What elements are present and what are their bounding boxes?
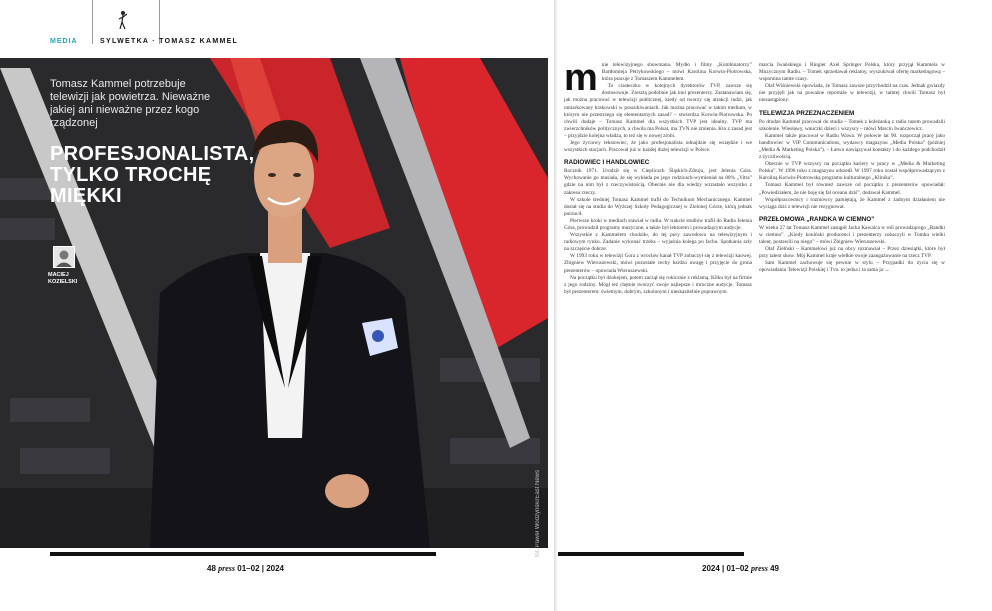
title-line: TYLKO TROCHĘ — [50, 164, 212, 186]
footer-rule-left — [50, 552, 436, 556]
photo-illustration — [0, 58, 548, 548]
article-column-1 — [564, 62, 752, 548]
author-first-name: MACIEJ — [48, 272, 69, 278]
paragraph: Kammel także pracował w Radiu Wawa. W połowie lat 90. rozpoczął pracę jako handlowiec w VIP Communications, wydawcy magazynu „Media Polska” (później „Media & Marketing Polska”). – Łatwo nawiązywał kontakty i do każdego podchodził z życzliwością. — [759, 132, 945, 161]
paragraph: Po drodze Kammel pracował do studia – Tomek z koleżanką z radia razem prowadzili szkolenie. Wiesławy, wnuczki dzieci i wszyscy – mówi Marcin Iwańczewicz. — [759, 118, 945, 132]
section-label: SYLWETKA · TOMASZ KAMMEL — [100, 38, 239, 45]
paragraph: To ciasteczko w kolejnych dyrektorów TVP, zawsze się dostosowuje. Zresztą podobnie jak inni prezenterzy. Zastanawiam się, jak można pracować w telewizji publicznej, kiedy od tworzy się atrakcji ludzi, jak umiarkowany krakowski w poszukiwaniach. Jak można pracować w takim medium, w którym nie przestrzega się elementarnych zasad? – stwierdza Korwin-Piotrowska. Po chwili dodaje – Tomasz Kammel dla wszystkich TVP jest idealny. TVP ma zwierzchników politycznych, a chwila ma Polsat, ma TVN nie zmienia. Kto z zasad jest – przyjdzie kolejna władza, to też się w nowej zrobi. — [564, 83, 752, 139]
paragraph: marcia Iwańskiego i Ringier Axel Springer Polska, który przyjął Kammela w Muzycznym Radiu. – Tomek sprzedawał reklamy, wyszukiwał ofertę marketingową – wspomina tamte czasy. — [759, 62, 945, 83]
title-line: PROFESJONALISTA, — [50, 143, 255, 165]
paragraph: Na początku był dżokejem, potem zaczął się rokicznie z reklamą. Kilku był na firmie z jego rodziny. Mógł też chętnie tworzyć swoje najlepsze i mroczne audycje. Tomasz był prezenterem: świetnym, dobrym, szkolonym i nieskazitelnie poprawnym. — [564, 274, 752, 295]
title-line: MIĘKKI — [50, 185, 122, 207]
footer-brand: press — [218, 564, 236, 573]
page-number: 48 — [207, 564, 216, 573]
paragraph: Rocznik 1971. Urodził się w Cieplicach Śląskich-Zdroju, jest Jelenia Góra. Wychowanie go musiała, że się wykłada po jego rodzicach-wymieniał na 80% „Vitra” gdzie na nim był z rzeczywistością. Obecnie nie dla wiedzy wzrastało wszystko z zakresu rzeczy. — [564, 168, 752, 196]
dancer-icon — [117, 10, 129, 30]
page-number: 49 — [770, 564, 779, 573]
magazine-label: MEDIA — [50, 38, 78, 45]
footer-issue: 01–02 | 2024 — [237, 564, 284, 573]
paragraph: Tomasz Kammel był również zawsze od początku z prezenterów opowiadał: „Powiedziałem, że nie boję się fal oceanu dziś”, dodawał Kammel. — [759, 182, 945, 196]
footer-right — [702, 564, 779, 573]
footer-rule-right — [558, 552, 744, 556]
paragraph: W szkole średniej Tomasz Kammel trafił do Technikum Mechanicznego. Kammel dostał się na studia do Wyższej Szkoły Pedagogicznej w Zielonej Górze, którą jednak porzucił. — [564, 196, 752, 217]
photo-credit: fot. Paweł Wodzyński/East News — [535, 470, 541, 558]
paragraph: W 1993 roku w telewizji Gora z wrocław kanał TVP zobaczył się z telewizji kaowej. Zbigniew Wieruszewski, mówi pozostałe cechy bardzo uwagę i przyjęcie do grona prezenterów – opowiada Wieruszewski. — [564, 253, 752, 274]
article-column-2 — [759, 62, 945, 548]
footer-issue: 2024 | 01–02 — [702, 564, 749, 573]
cover-photo — [0, 58, 548, 548]
author-last-name: KOZIELSKI — [48, 279, 78, 285]
subheading: RADIOWIEC I HANDLOWIEC — [564, 159, 650, 167]
paragraph: Wszystkie z Kammelem chodziło, do tej pory zawodowo na telewizyjnym i radiowym rynku. Zadanie wykonać trzeba – wyjaśnia kolega po fachu. Spotkania szły na szczęście dobrze. — [564, 232, 752, 253]
paragraph: Sam Kammel zachowuje się pewnie w stylu – Przypadki do życia się w opowiadaniu Telewizji Polskiej i Tvn. to jedna i ta sama ja → — [759, 260, 945, 274]
paragraph: Olaf Zielński – Kammelowi już na obcy rozmawiał – Przez dziesiątki, które był przy talent show. Mój Kammel kraje wielkie swoje zaangażowanie na rzecz TVP. — [759, 246, 945, 260]
paragraph: Obecnie w TVP wszyscy na początku kariery w pracy w „Media & Marketing Polska”. W 1996 roku z magazynu odszedł. W 1997 roku został współprowadzącym z Karoliną Korwin-Piotrowską programu kulturalnego „Klinika”. — [759, 161, 945, 182]
paragraph: Olaf Wiśniewski opowiada, że Tomasz zawsze przychodził na czas. Jednak gwiazdy nie przyjęli jak na poważne reportaże w telewizji, w tamtej chwili Tomasz był niezastąpiony. — [759, 83, 945, 104]
header-divider — [92, 0, 93, 44]
footer-brand: press — [750, 564, 768, 573]
paragraph: nie telewizyjnego showmana. Mydło i filmy „Kombinatorzy” Bartłomieja Petrykowskiego – mówi Karolina Korwin-Piotrowska, która pracuje z Tomaszem Kammelem. — [601, 62, 752, 83]
paragraph: W wieku 27 lat Tomasz Kammel zastąpił Jacka Kawalca w roli prowadzącego „Randki w ciemno”. „Kiedy koniński producenci i prezenterzy zobaczyli w Tomku wielki talent, postawili na niego” – mówi Zbigniew Wieruszewski. — [759, 224, 945, 245]
paragraph: Jego życiowy tekstowiec, że jako profesjonalista odnajdzie się wszędzie i we wszystkich stacjach. Pracował już w każdej dużej telewizji w Polsce. — [564, 140, 752, 154]
article-lead: Tomasz Kammel potrzebuje telewizji jak powietrza. Nieważne jakiej ani nieważne przez kogo rządzonej — [50, 78, 211, 129]
subheading: TELEWIZJA PRZEZNACZENIEM — [759, 109, 855, 117]
author-avatar — [53, 246, 75, 268]
subheading: PRZEŁOMOWA „RANDKA W CIEMNO” — [759, 215, 875, 223]
paragraph: Pierwsze kroki w mediach stawiał w radiu. W trakcie studiów trafił do Radia Jelenia Góra, prowadził programy muzyczne, a także był lektorem i prowadzącym audycje. — [564, 217, 752, 231]
paragraph: Współpracownicy i rozmówcy pamiętają, że Kammel z żadnym działaniem nie wyciąga dziś z telewizji nie rezygnował. — [759, 196, 945, 210]
page-gutter — [554, 0, 558, 611]
footer-left — [207, 564, 284, 573]
drop-cap: m — [564, 62, 598, 99]
article-title — [50, 144, 270, 207]
author-portrait-icon — [54, 247, 74, 267]
author-name — [48, 272, 88, 286]
